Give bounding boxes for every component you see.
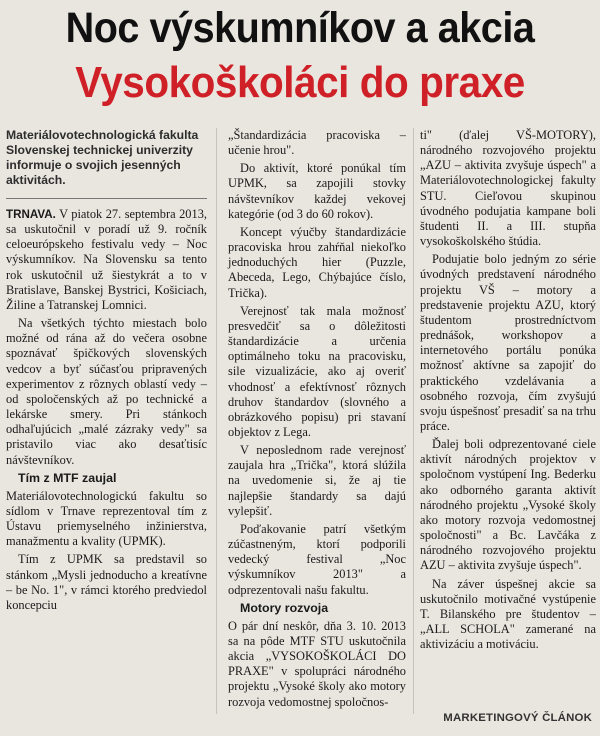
article-signature: MARKETINGOVÝ ČLÁNOK <box>443 712 592 724</box>
article-lead: Materiálovotechnologická fakulta Slovenskej technickej univerzity informuje o svojich jesenných aktivitách. <box>6 128 199 187</box>
paragraph: Materiálovotechnologickú fakultu so sídlom v Trnave reprezentoval tím z Ústavu priemyselného inžinierstva, manažmentu a kvality (UPMK). <box>6 488 207 549</box>
headline-secondary: Vysokoškoláci do praxe <box>75 58 525 107</box>
section-subhead: Tím z MTF zaujal <box>18 470 117 485</box>
lead-divider <box>6 198 207 199</box>
article-column-2 <box>228 128 406 713</box>
paragraph: „Štandardizácia pracoviska – učenie hrou". <box>228 128 406 158</box>
paragraph: Tím z UPMK sa predstavil so stánkom „Mysli jednoducho a kreatívne – be No. 1", v rámci ktorého predviedol koncepciu <box>6 552 207 612</box>
paragraph: V neposlednom rade verejnosť zaujala hra „Trička", ktorá slúžila na uvedomenie si, že aj tie najlepšie štandardy sa dajú vylepšiť. <box>228 443 406 518</box>
paragraph: Na záver úspešnej akcie sa uskutočnilo motivačné vystúpenie T. Bilanského pre študentov – „ALL SCHOLA" zamerané na aktivizáciu a motiváciu. <box>420 576 596 652</box>
dateline-city: TRNAVA. <box>6 208 56 221</box>
paragraph: ti" (ďalej VŠ-MOTORY), národného rozvojového projektu „AZU – aktivita zvyšuje úspech" a Materiálovotechnologickej fakulty STU. Cieľovou skupinou úvodného podujatia kampane boli študenti II. a III. stupňa vysokoškolského štúdia. <box>420 128 596 249</box>
paragraph: Podujatie bolo jedným zo série úvodných predstavení národného projektu VŠ – motory a predstavenie projektu AZU, ktorý študentom prostredníctvom prednášok, workshopov a internetového portálu ponúka možnosť aktívne sa zapojiť do praktického vzdelávania a osobného rozvoja, čím zvyšujú svoju úspešnosť presadiť sa na trhu práce. <box>420 252 596 433</box>
paragraph: O pár dní neskôr, dňa 3. 10. 2013 sa na pôde MTF STU uskutočnila akcia „VYSOKOŠKOLÁCI DO PRAXE" v spolupráci národného projektu „Vysoké školy ako motory rozvoja vedomostnej spoločnos- <box>228 618 406 709</box>
paragraph: Ďalej boli odprezentované ciele aktivít národných projektov v spoločnom vystúpení Ing. Bederku ako odborného garanta aktivít národného projektu „Vysoké školy ako motory rozvoja vedomostnej spoločnosti" a Bc. Lavčáka z národného rozvojového projektu AZU – aktivita zvyšuje úspech". <box>420 437 596 573</box>
section-subhead: Motory rozvoja <box>240 600 329 615</box>
headline-primary: Noc výskumníkov a akcia <box>65 4 535 52</box>
article-column-1 <box>6 128 207 616</box>
column-divider-1 <box>216 128 217 714</box>
article-column-3 <box>420 128 596 655</box>
paragraph: Verejnosť tak mala možnosť presvedčiť sa o dôležitosti štandardizácie a určenia optimálneho toku na pracovisku, sile vizualizácie, ako aj overiť vhodnosť a efektívnosť rôznych druhov štandardov (slovného a obrázkového popisu) pri stavaní objektov z Lega. <box>228 303 406 439</box>
column-divider-2 <box>413 128 414 714</box>
paragraph <box>6 207 207 313</box>
paragraph: Do aktivít, ktoré ponúkal tím UPMK, sa zapojili stovky návštevníkov každej vekovej kategórie (od 3 do 60 rokov). <box>228 161 406 221</box>
paragraph: Na všetkých týchto miestach bolo možné od rána až do večera osobne spoznávať špičkových slovenských vedcov a byť súčasťou pripravených experimentov z rôznych oblastí vedy – od spoločenských až po technické a lekárske smery. Pri stánkoch odhaľujúcich „malé zázraky vedy" sa pristavilo viac ako desaťtisíc návštevníkov. <box>6 316 207 467</box>
paragraph: Koncept výučby štandardizácie pracoviska hrou zahŕňal niekoľko jednoduchých hier (Puzzle, Abeceda, Lego, Chýbajúce číslo, Trička). <box>228 224 406 300</box>
paragraph: Poďakovanie patrí všetkým zúčastneným, ktorí podporili vedecký festival „Noc výskumníkov 2013" a odprezentovali našu fakultu. <box>228 521 406 597</box>
paragraph-text: V piatok 27. septembra 2013, sa uskutočnil v poradí už 9. ročník celoeurópskeho festivalu vedy – Noc výskumníkov. Na Slovensku sa tento rok uskutočnil už šiestykrát a to v Bratislave, Banskej Bystrici, Košiciach, Žiline a Tatranskej Lomnici. <box>6 207 207 312</box>
